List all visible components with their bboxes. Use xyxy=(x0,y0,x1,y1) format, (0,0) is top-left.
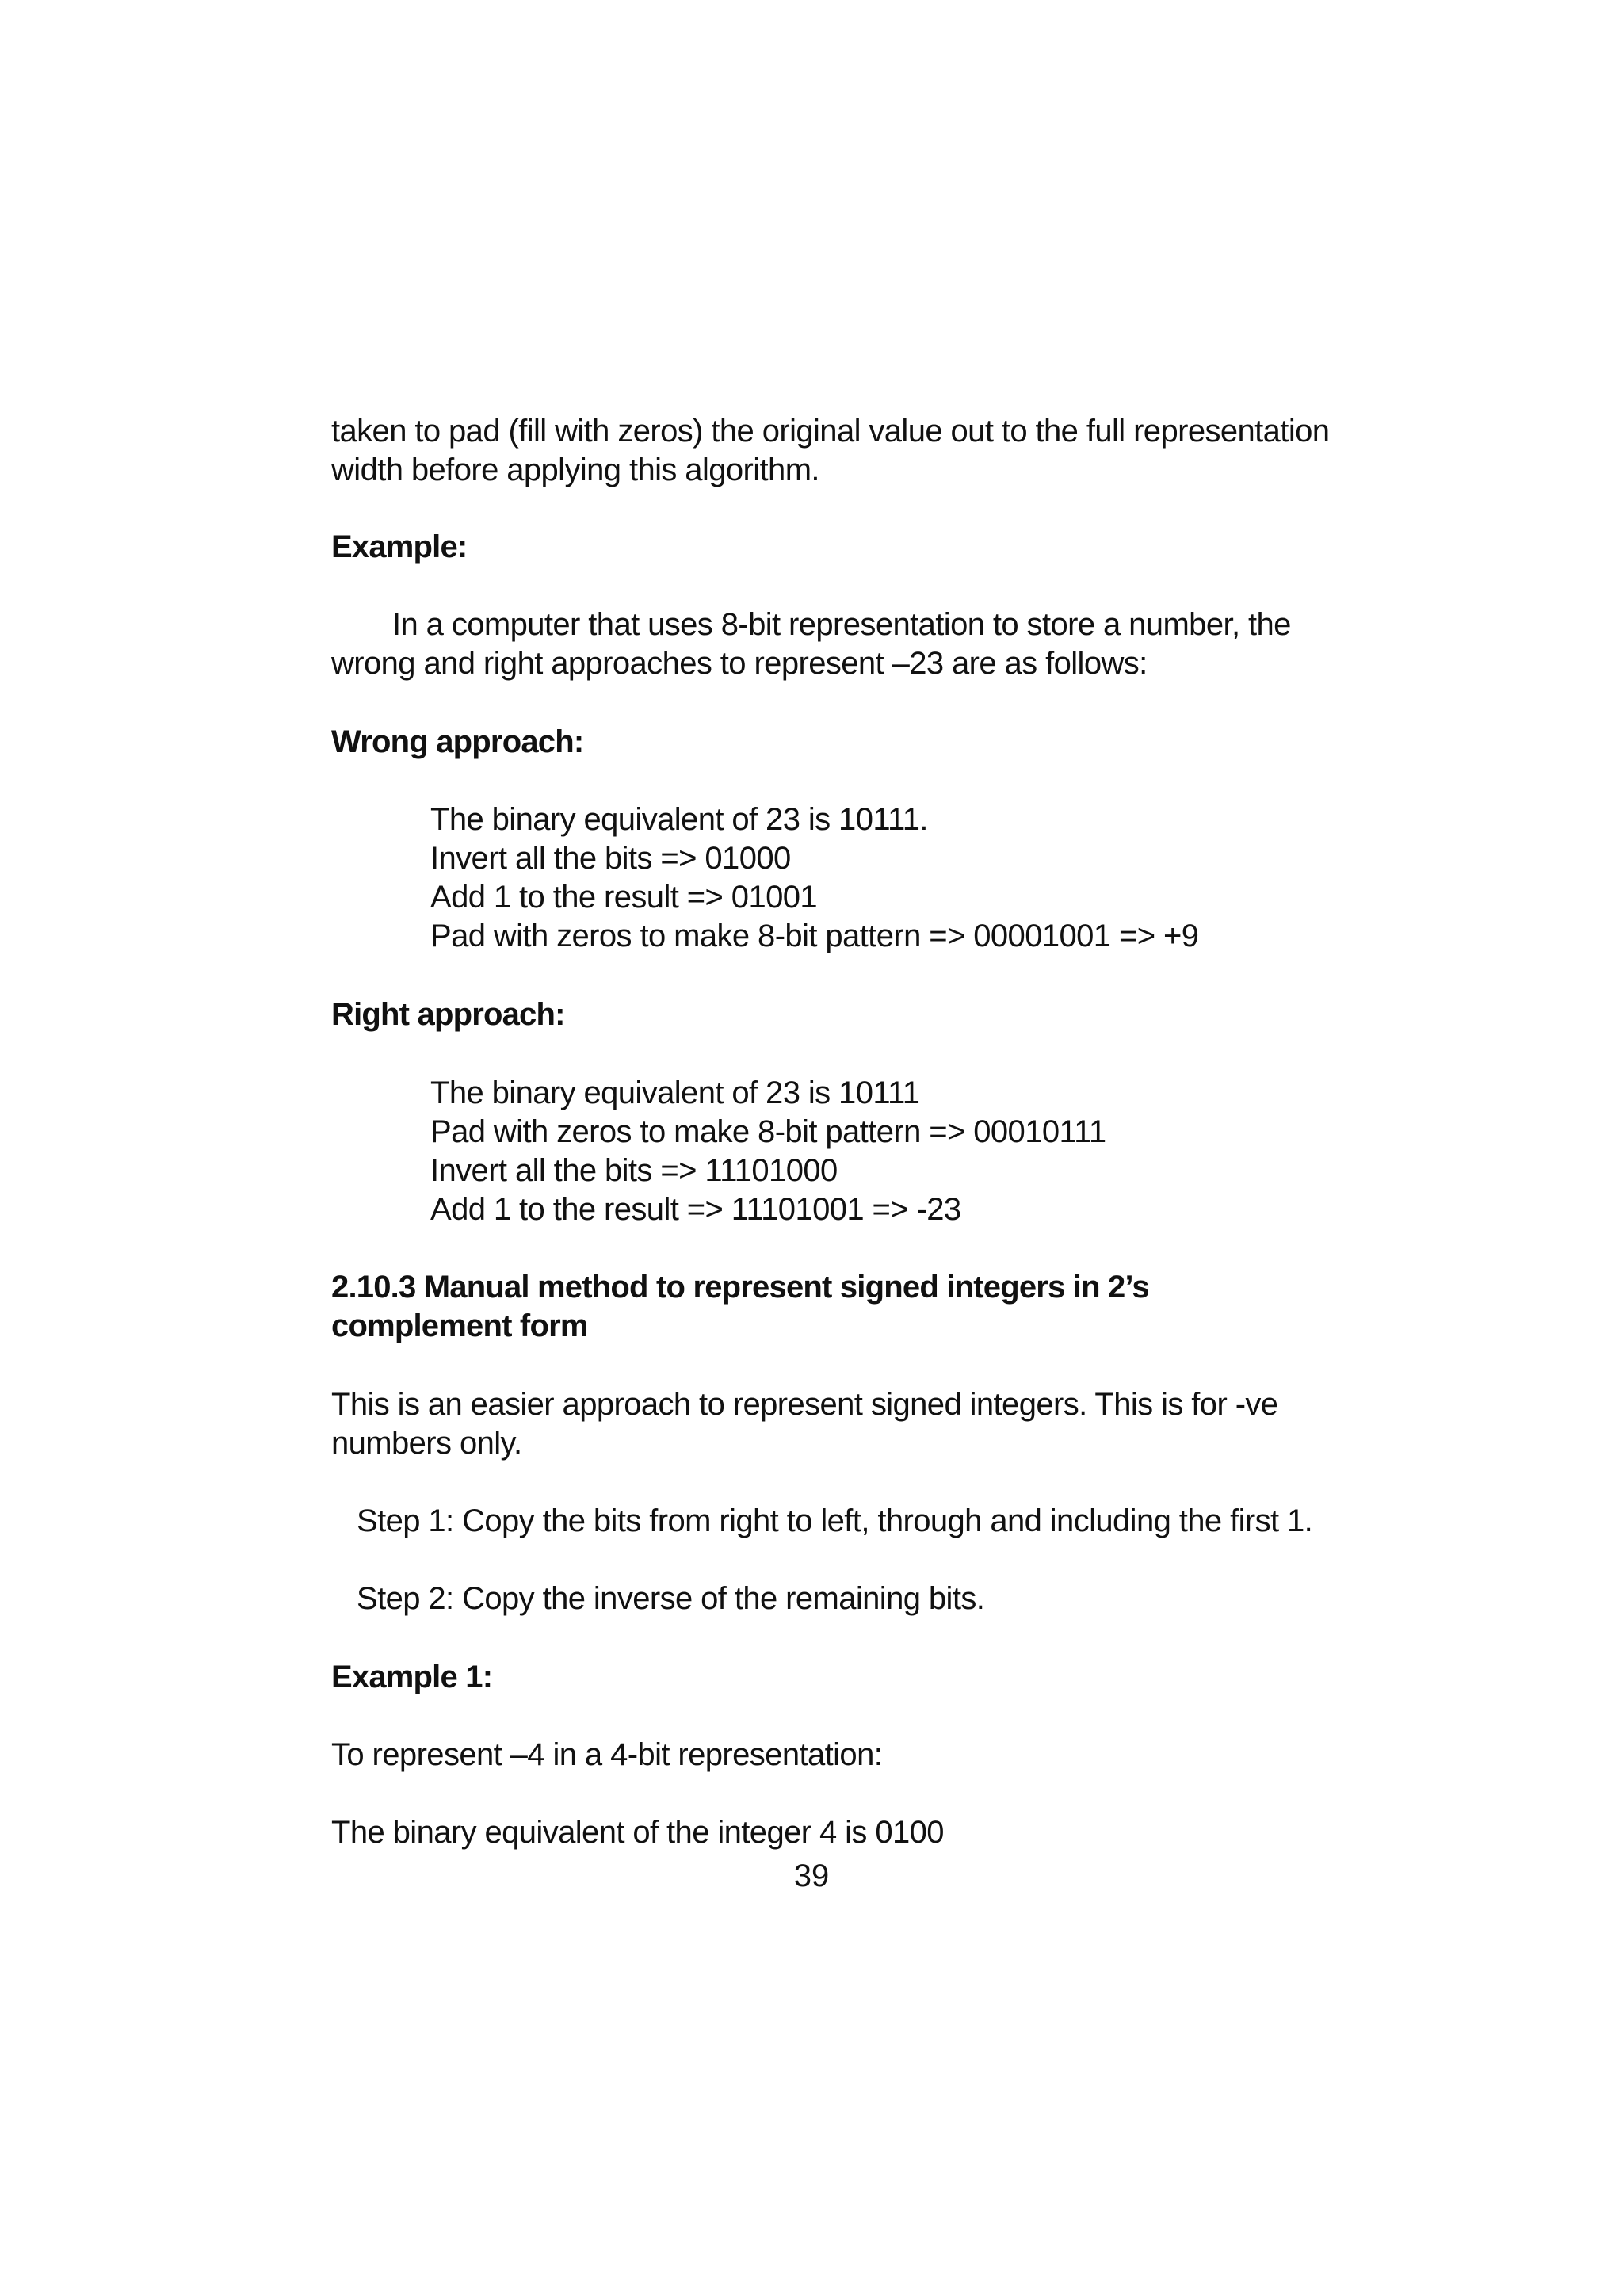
step-line: The binary equivalent of 23 is 10111. xyxy=(430,802,928,837)
example-1-line-2: The binary equivalent of the integer 4 is 0100 xyxy=(331,1815,944,1850)
section-heading xyxy=(331,1268,1314,1346)
step-line: The binary equivalent of 23 is 10111 xyxy=(430,1075,920,1110)
step-line: Add 1 to the result => 11101001 => -23 xyxy=(430,1192,961,1227)
example-1-heading: Example 1: xyxy=(331,1660,493,1694)
text-line: taken to pad (fill with zeros) the original value out to the full representation xyxy=(331,414,1330,449)
example-1-line-1: To represent –4 in a 4-bit representation: xyxy=(331,1737,883,1772)
step-2: Step 2: Copy the inverse of the remaining bits. xyxy=(357,1581,985,1616)
paragraph-continuation xyxy=(331,412,1330,490)
text-line: In a computer that uses 8-bit representation to store a number, the xyxy=(392,607,1291,642)
heading-line: 2.10.3 Manual method to represent signed integers in 2’s xyxy=(331,1270,1149,1305)
step-line: Add 1 to the result => 01001 xyxy=(430,880,818,915)
step-line: Invert all the bits => 11101000 xyxy=(430,1153,838,1188)
section-intro xyxy=(331,1385,1314,1463)
step-line: Pad with zeros to make 8-bit pattern => 00010111 xyxy=(430,1114,1106,1149)
text-line: wrong and right approaches to represent –23 are as follows: xyxy=(331,646,1148,681)
step-line: Pad with zeros to make 8-bit pattern => 00001001 => +9 xyxy=(430,919,1199,953)
step-line: Invert all the bits => 01000 xyxy=(430,841,791,876)
text-line: This is an easier approach to represent signed integers. This is for -ve xyxy=(331,1387,1278,1422)
example-heading: Example: xyxy=(331,529,468,564)
wrong-approach-heading: Wrong approach: xyxy=(331,724,584,759)
example-intro xyxy=(331,606,1314,683)
right-approach-heading: Right approach: xyxy=(331,997,565,1032)
text-line: numbers only. xyxy=(331,1426,522,1461)
right-approach-steps xyxy=(430,1074,1413,1229)
text-line: width before applying this algorithm. xyxy=(331,453,819,487)
step-1: Step 1: Copy the bits from right to left, through and including the first 1. xyxy=(357,1503,1313,1538)
wrong-approach-steps xyxy=(430,800,1413,956)
page-number: 39 xyxy=(793,1859,830,1893)
heading-line: complement form xyxy=(331,1308,588,1343)
